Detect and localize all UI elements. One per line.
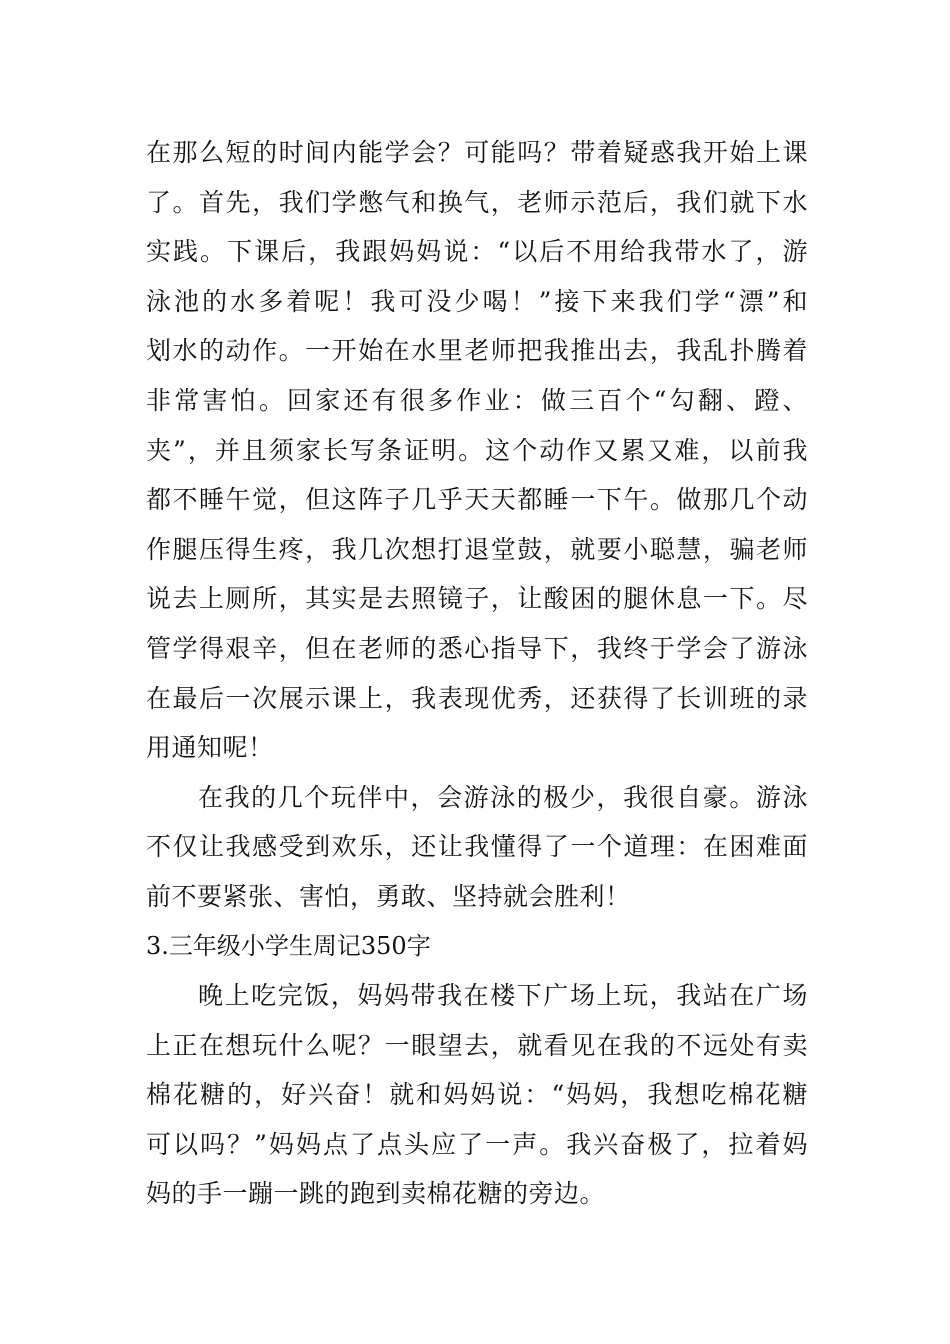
text-line: 管学得艰辛，但在老师的悉心指导下，我终于学会了游泳 — [146, 633, 808, 663]
text-line: 棉花糖的，好兴奋！就和妈妈说：“妈妈，我想吃棉花糖 — [146, 1080, 808, 1110]
text-line: 在那么短的时间内能学会？可能吗？带着疑惑我开始上课 — [146, 138, 808, 167]
text-line: 晚上吃完饭，妈妈带我在楼下广场上玩，我站在广场 — [198, 981, 808, 1011]
text-line: 泳池的水多着呢！我可没少喝！”接下来我们学“漂”和 — [146, 286, 808, 316]
text-line: 都不睡午觉，但这阵子几乎天天都睡一下午。做那几个动 — [146, 485, 808, 515]
text-line: 在最后一次展示课上，我表现优秀，还获得了长训班的录 — [146, 683, 808, 713]
text-line: 实践。下课后，我跟妈妈说：“以后不用给我带水了，游 — [146, 237, 808, 267]
text-line: 说去上厕所，其实是去照镜子，让酸困的腿休息一下。尽 — [146, 584, 808, 614]
text-line: 不仅让我感受到欢乐，还让我懂得了一个道理：在困难面 — [146, 832, 808, 862]
paragraph-conclusion — [146, 773, 808, 922]
text-line: 可以吗？”妈妈点了点头应了一声。我兴奋极了，拉着妈 — [146, 1129, 808, 1159]
text-line: 上正在想玩什么呢？一眼望去，就看见在我的不远处有卖 — [146, 1030, 808, 1060]
text-line: 在我的几个玩伴中，会游泳的极少，我很自豪。游泳 — [198, 782, 808, 812]
paragraph-cotton-candy — [146, 971, 808, 1219]
text-line: 用通知呢！ — [146, 733, 274, 763]
text-line: 夹”，并且须家长写条证明。这个动作又累又难，以前我 — [146, 435, 808, 465]
text-line: 了。首先，我们学憋气和换气，老师示范后，我们就下水 — [146, 187, 808, 217]
text-line: 划水的动作。一开始在水里老师把我推出去，我乱扑腾着 — [146, 336, 808, 366]
paragraph-swimming-lessons — [146, 128, 808, 773]
text-line: 前不要紧张、害怕，勇敢、坚持就会胜利！ — [146, 881, 631, 911]
section-heading: 3.三年级小学生周记350字 — [146, 931, 431, 960]
text-line: 妈的手一蹦一跳的跑到卖棉花糖的旁边。 — [146, 1179, 606, 1209]
text-line: 非常害怕。回家还有很多作业：做三百个“勾翻、蹬、 — [146, 385, 808, 415]
text-line: 作腿压得生疼，我几次想打退堂鼓，就要小聪慧，骗老师 — [146, 534, 808, 564]
